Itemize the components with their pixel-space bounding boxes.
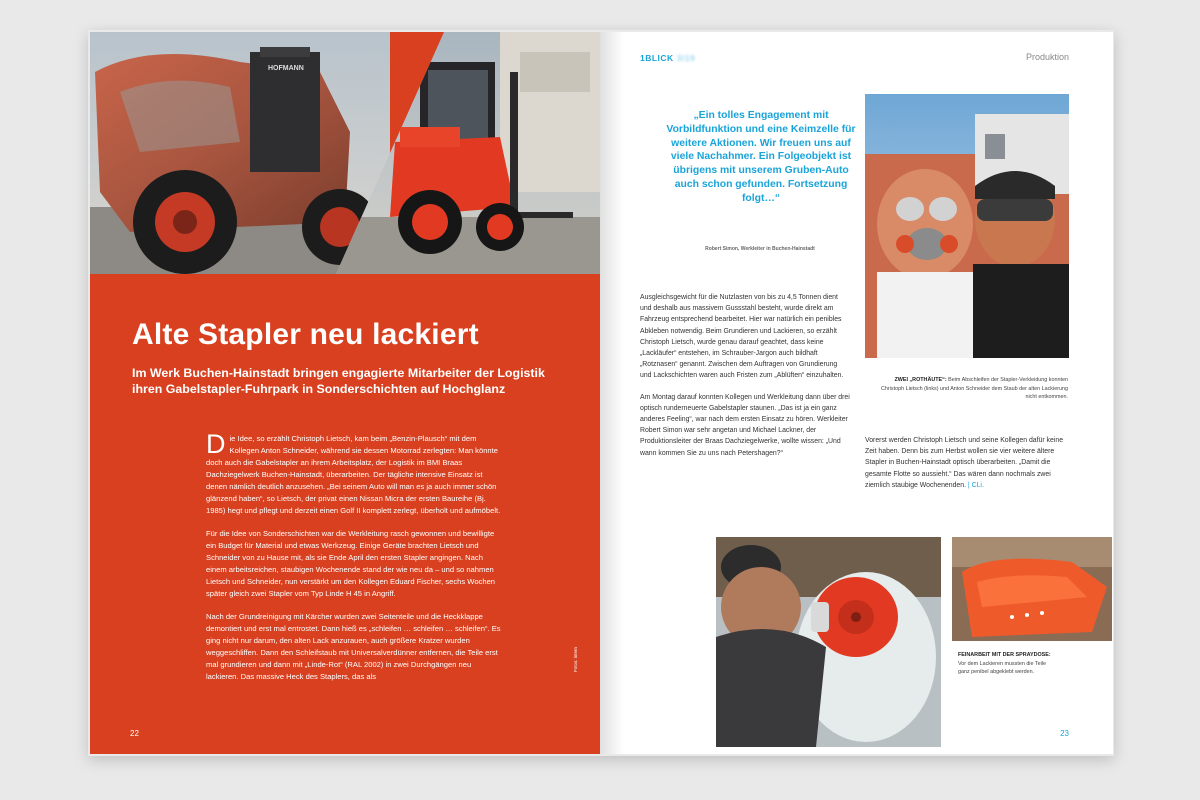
right-body-column-1: [640, 292, 850, 469]
forklift-worn-photo: [90, 32, 390, 274]
page-number-left: 22: [130, 729, 139, 738]
magazine-brand: 1BLICK 3/19: [640, 53, 696, 63]
body-paragraph: Nach der Grundreinigung mit Kärcher wurden zwei Seitenteile und die Heckklappe demontiert und erst mal entrostet. Dann hieß es „schleifen … schleifen … schleifen“. Es ging nicht nur darum, den alten Lack anzurauen, auch größere Kratzer wurden weggeschliffen. Dann den Schleifstaub mit Universalverdünner entfernen, die Teile erst mal grundieren und dann mit „Linde-Rot“ (RAL 2002) in zwei Durchgängen neu lackieren. Das massive Heck des Staplers, das als: [206, 612, 501, 681]
article-subheading: Im Werk Buchen-Hainstadt bringen engagierte Mitarbeiter der Logistik ihren Gabelstapler-Fuhrpark in Sonderschichten auf Hochglanz: [132, 366, 545, 396]
body-paragraph: Vorerst werden Christoph Lietsch und seine Kollegen dafür keine Zeit haben. Denn bis zum Herbst wollen sie vier weitere ältere Stapler in Buchen-Hainstadt optisch überarbeiten. „Damit die gesamte Flotte so aussieht.“ Das wären dann nochmals zwei ziemlich staubige Wochenenden.: [865, 437, 1064, 489]
page-number-right: 23: [1060, 729, 1069, 738]
body-paragraph: Am Montag darauf konnten Kollegen und Werkleitung dann über drei optisch runderneuerte Gabelstapler staunen. „Das ist ja ein ganz anderes Feeling“, war nach dem ersten Einsatz zu hören. Werkleiter Robert Simon war sehr angetan und Michael Lackner, der Produktionsleiter der Braas Dachziegelwerke, wollte wissen: „Und wann kommen Sie zu uns nach Petershagen?“: [640, 393, 850, 457]
article-headline: Alte Stapler neu lackiert: [132, 318, 479, 351]
body-paragraph: Die Idee, so erzählt Christoph Lietsch, kam beim „Benzin-Plausch“ mit dem Kollegen Anton Schneider, während sie dessen Motorrad zerlegten: Man könnte doch auch die Gabelstapler an ihrem Arbeitsplatz, der Logistik im BMI Braas Dachziegelwerk Buchen-Hainstadt, überarbeiten. Der tägliche intensive Einsatz ist denen nämlich deutlich anzusehen. „Bei seinem Auto will man es ja auch immer schön glänzend haben“, so Lietsch, der privat einen Nissan Micra der ersten Baureihe (Bj. 1985) hegt und pflegt und derzeit einen Golf II komplett zerlegt, überholt und aufmöbelt.: [206, 429, 501, 515]
drop-cap: D: [206, 429, 226, 459]
photo-caption-bottom: FEINARBEIT MIT DER SPRAYDOSE: Vor dem Lackieren mussten die Teile ganz penibel abgeklebt werden.: [958, 652, 1051, 675]
page-fold-shadow: [600, 32, 624, 754]
issue-number: 3/19: [676, 53, 696, 63]
body-paragraph: Ausgleichsgewicht für die Nutzlasten von bis zu 4,5 Tonnen dient und deshalb aus massivem Gussstahl besteht, wurde direkt am Fahrzeug entsprechend bearbeitet. Hier war natürlich ein penibles Abkleben notwendig. Beim Grundieren und Lackieren, so erzählt Christoph Lietsch, wurde genau darauf geachtet, dass keine „Lackläufer“ entstehen, im Schrauber-Jargon auch bildhaft „Rotznasen“ genannt. Zwischen dem Auftragen von Grundierung und Lackschichten waren auch Fristen zum „Ablüften“ einzuhalten.: [640, 294, 844, 380]
photo-caption-top: ZWEI „ROTHÄUTE“: Beim Abschleifen der Stapler-Verkleidung konnten Christoph Lietsch (links) und Anton Schneider dem Staub der alten Lackierung nicht entkommen.: [881, 377, 1068, 400]
right-page: [600, 32, 1113, 754]
pull-quote: „Ein tolles Engagement mit Vorbildfunktion und eine Keimzelle für weitere Aktionen. Wir freuen uns auf viele Nachahmer. Ein Folgeobjekt ist übrigens mit unserem Gruben-Auto auch schon gefunden. Fortsetzung folgt…“: [666, 110, 856, 204]
right-body-column-2: [865, 435, 1071, 491]
left-body-text: [206, 429, 502, 694]
left-page: [90, 32, 600, 754]
painted-part-photo: [952, 537, 1112, 641]
body-paragraph: Für die Idee von Sonderschichten war die Werkleitung rasch gewonnen und bewilligte ein Budget für Material und etwas Werkzeug. Einige Geräte brachten Lietsch und Schneider von zu Hause mit, als sie Ende April den ersten Stapler angingen. Nach einem arbeitsreichen, staubigen Wochenende stand der wie neu da – und so nahmen Lietsch und Schneider, nun verstärkt um den Kollegen Eduard Fischer, sechs Wochen später gleich zwei Stapler vom Typ Linde H 45 in Angriff.: [206, 529, 496, 598]
svg-text:HOFMANN: HOFMANN: [268, 65, 304, 72]
workers-selfie-photo: [865, 94, 1069, 358]
section-label: Produktion: [1025, 52, 1069, 62]
wheel-spraying-photo: [716, 537, 941, 747]
quote-author: Robert Simon, Werkleiter in Buchen-Hainstadt: [705, 246, 815, 252]
photo-credit: Fotos: intern: [573, 646, 578, 672]
hero-photos: [90, 32, 600, 274]
author-signature: | CLi.: [967, 481, 984, 489]
